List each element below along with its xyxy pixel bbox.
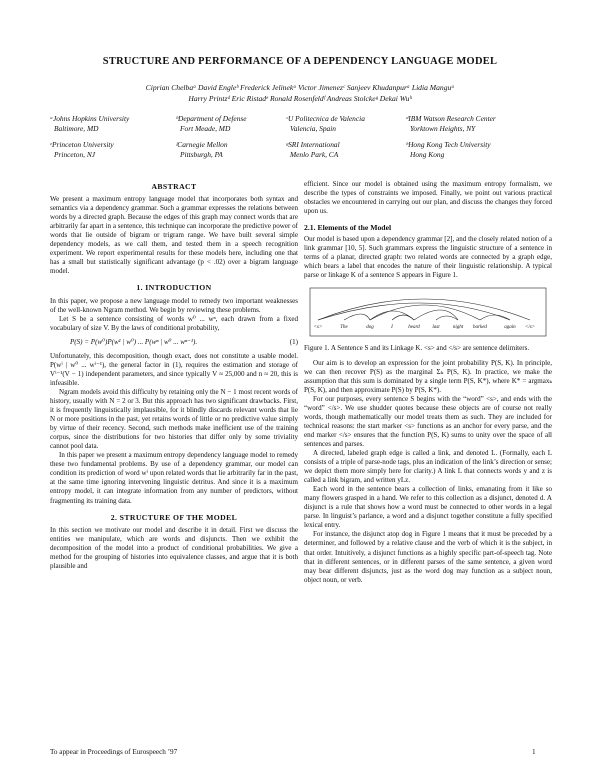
- equation-text: P(S) = P(w⁰)P(w¹ | w⁰) ... P(wⁿ | w⁰ ... wⁿ⁻¹).: [70, 337, 198, 346]
- intro-paragraph-2: Let S be a sentence consisting of words w⁰ ... wⁿ, each drawn from a fixed vocabulary of size V. By the laws of conditional probability,: [50, 314, 298, 332]
- right-column: [304, 180, 552, 585]
- figure-word: heard: [408, 325, 420, 331]
- link-arc: [480, 315, 510, 320]
- figure-word: again: [504, 325, 516, 331]
- figure-word: barked: [473, 325, 487, 331]
- figure-word: <s>: [313, 325, 323, 331]
- elements-paragraph-2: Our aim is to develop an expression for the joint probability P(S, K). In principle, we can then recover P(S) as the marginal Σₖ P(S, K). In practice, we make the assumption that this sum is dominated by a single term P(S, K*), where K* = argmaxₖ P(S, K), and then approximate P(S) by P(S, K*).: [304, 358, 552, 394]
- intro-paragraph-3: Unfortunately, this decomposition, though exact, does not constitute a usable model. P(wⁱ | w⁰ ... wⁱ⁻¹), the general factor in (1), requires the estimation and storage of Vⁱ⁻¹(V − 1) independent parameters, and since typically V ≈ 25,000 and n ≈ 20, this is infeasible.: [50, 351, 298, 387]
- footer-note: To appear in Proceedings of Eurospeech ’97: [50, 748, 178, 756]
- link-arc: [344, 314, 370, 320]
- figure-word: night: [452, 325, 464, 331]
- linkage-diagram: [304, 284, 552, 340]
- intro-paragraph-4: Ngram models avoid this difficulty by retaining only the N − 1 most recent words of history, usually with N = 2 or 3. But this approach has two significant drawbacks. First, it is frequently linguistically implausible, for it blindly discards relevant words that lie N or more positions in the past, yet retains words of little or no predictive value simply by virtue of their recency. Second, such methods make inefficient use of the training corpus, since the distributions for two histories that differ only by some triviality cannot pool data.: [50, 387, 298, 451]
- affiliation-princeton: ᵉPrinceton University Princeton, NJ: [50, 140, 114, 159]
- structure-heading: 2. STRUCTURE OF THE MODEL: [110, 512, 238, 522]
- page-number: 1: [532, 748, 536, 756]
- affiliation-hkust: ʰHong Kong Tech University Hong Kong: [406, 140, 491, 159]
- introduction-heading: 1. INTRODUCTION: [136, 283, 212, 293]
- affiliation-ibm: ᵈIBM Watson Research Center Yorktown Heights, NY: [406, 114, 496, 133]
- link-arc: [392, 315, 414, 320]
- paper-title: STRUCTURE AND PERFORMANCE OF A DEPENDENCY LANGUAGE MODEL: [102, 56, 498, 67]
- figure-1: [304, 284, 552, 340]
- affiliation-upv: ᶜU Politecnica de Valencia Valencia, Spain: [286, 114, 365, 133]
- link-arcs: [318, 299, 530, 320]
- affiliation-dod: ᵇDepartment of Defense Fort Meade, MD: [176, 114, 247, 133]
- figure-word: </s>: [524, 325, 536, 331]
- figure-word: I: [391, 325, 393, 331]
- elements-paragraph-3: For our purposes, every sentence S begins with the “word” <s>, and ends with the “word” </s>. We use shudder quotes because these objects are of course not really words, though mathematically our model treats them as such. They are included for technical reasons: the start marker <s> functions as an anchor for every parse, and the end marker </s> ensures that the function P(S, K) sums to unity over the space of all sentences and parses.: [304, 394, 552, 448]
- author-line-2: Harry Printzᵈ Eric Ristadᵉ Ronald Rosenfeldᶠ Andreas Stolckeᵍ Dekai Wuʰ: [188, 94, 412, 103]
- affiliation-sri: ᵍSRI International Menlo Park, CA: [286, 140, 340, 159]
- equation-1: [50, 338, 298, 347]
- elements-paragraph-1: Our model is based upon a dependency grammar [2], and the closely related notion of a link grammar [10, 5]. Such grammars express the linguistic structure of a sentence in terms of a planar, directed graph: two related words are connected by a graph edge, which bears a label that encodes the nature of their linguistic relationship. A typical parse or linkage K of a sentence S appears in Figure 1.: [304, 235, 552, 280]
- elements-paragraph-5: Each word in the sentence bears a collection of links, emanating from it like so many flowers grasped in a hand. We refer to this collection as a disjunct, denoted d. A disjunct is a rule that shows how a word must be connected to other words in a legal parse. In linguist’s parlance, a word and a disjunct together constitute a fully specified lexical entry.: [304, 485, 552, 530]
- elements-paragraph-4: A directed, labeled graph edge is called a link, and denoted L. (Formally, each L consists of a triple of parse-node tags, plus an indication of the link’s direction or sense; we depict them more simply here for clarity.) A link L that connects words y and z is called a link bigram, and written yLz.: [304, 448, 552, 485]
- author-list: [40, 82, 560, 104]
- intro-paragraph-5: In this paper we present a maximum entropy dependency language model to remedy these two fundamental problems. By use of a dependency grammar, our model can condition its prediction of word wⁱ upon related words that lie arbitrarily far in the past, at the same time ignoring intervening linguistic detritus. And since it is a maximum entropy model, it can integrate information from any number of predictors, without fragmenting its training data.: [50, 451, 298, 505]
- affiliation-jhu: ᵃJohns Hopkins University Baltimore, MD: [50, 114, 130, 133]
- figure-word: The: [340, 325, 348, 331]
- link-arc: [370, 305, 480, 320]
- figure-word: dog: [366, 325, 374, 331]
- affiliation-cmu: ᶠCarnegie Mellon Pittsburgh, PA: [176, 140, 228, 159]
- left-column: [50, 180, 298, 571]
- link-arc: [414, 310, 458, 320]
- abstract-heading: ABSTRACT: [151, 182, 197, 191]
- intro-paragraph-1: In this paper, we propose a new language model to remedy two important weaknesses of the well-known Ngram method. We begin by reviewing these problems.: [50, 296, 298, 314]
- author-line-1: Ciprian Chelbaᵃ David Engleᵇ Frederick Jelinekᵃ Victor Jimenezᶜ Sanjeev Khudanpurᵃ Lidia Manguᵃ: [145, 83, 455, 92]
- figure-words: [314, 325, 535, 330]
- structure-paragraph-1: In this section we motivate our model and describe it in detail. First we discuss the entities we manipulate, which are words and disjuncts. Then we exhibit the decomposition of the model into a product of conditional probabilities. We give a method for the grouping of histories into equivalence classes, and argue that it is both plausible and: [50, 525, 298, 570]
- subsection-heading: 2.1. Elements of the Model: [304, 223, 392, 233]
- figure-word: last: [432, 325, 440, 331]
- equation-number: (1): [289, 337, 298, 346]
- figure-caption: Figure 1. A Sentence S and its Linkage K. <s> and </s> are sentence delimiters.: [304, 344, 530, 353]
- elements-paragraph-6: For instance, the disjunct atop dog in Figure 1 means that it must be preceded by a determiner, and followed by a relative clause and the verb of which it is the subject, in that order. Intuitively, a disjunct functions as a highly specific part-of-speech tag. Note that in different sentences, or in different parses of the same sentence, a given word may bear different disjuncts, just as the word dog may function as a subject noun, object noun, or verb.: [304, 530, 552, 584]
- continued-paragraph: efficient. Since our model is obtained using the maximum entropy formalism, we describe the types of constraints we imposed. Finally, we point out various practical obstacles we encountered in carrying out our plan, and discuss the changes they forced upon us.: [304, 180, 552, 216]
- link-arc: [436, 316, 458, 320]
- abstract-text: We present a maximum entropy language model that incorporates both syntax and semantics via a dependency grammar. Such a grammar expresses the relations between words by a directed graph. Because the edges of this graph may connect words that are arbitrarily far apart in a sentence, this technique can incorporate the predictive power of words that lie outside of bigram or trigram range. We have built several simple dependency models, as we call them, and tested them in a speech recognition experiment. We report experimental results for these models here, including one that has a small but statistically significant advantage (p < .02) over a bigram language model.: [50, 195, 298, 276]
